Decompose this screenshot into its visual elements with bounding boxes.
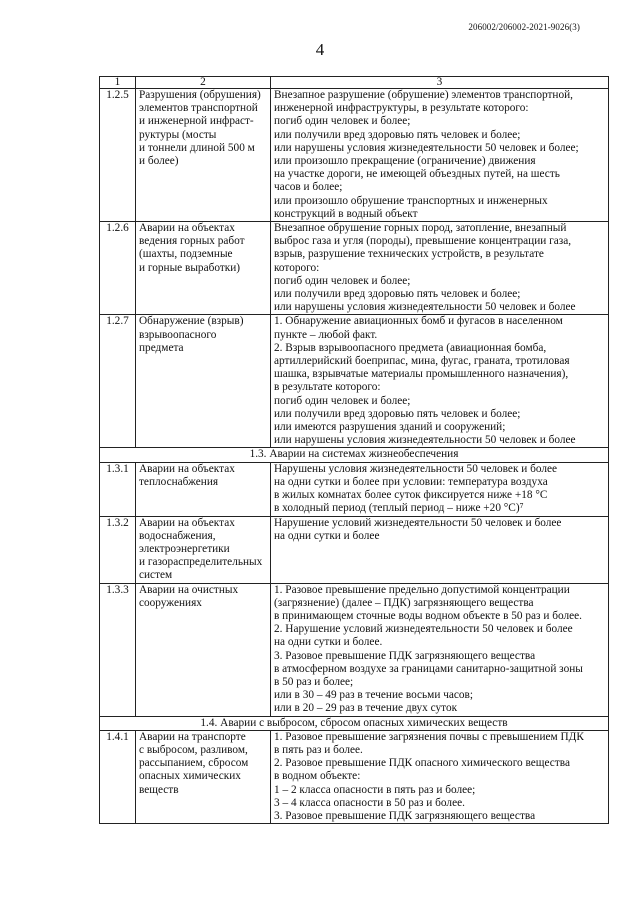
name-line: электроэнергетики <box>139 542 230 555</box>
name-line: веществ <box>139 783 179 796</box>
item-number: 1.4.1 <box>100 730 136 823</box>
text-line: 1. Обнаружение авиационных бомб и фугасов в населенном <box>274 315 563 328</box>
item-criteria <box>271 89 609 222</box>
table-row <box>100 462 609 516</box>
name-line: и горные выработки) <box>139 261 241 274</box>
text-line: или получили вред здоровью пять человек и более; <box>274 288 521 301</box>
table-header-row <box>100 77 609 89</box>
header-cell-3: 3 <box>271 77 609 89</box>
text-line: часов и более; <box>274 181 343 194</box>
text-line: на одни сутки и более <box>274 529 380 542</box>
text-line: или нарушены условия жизнедеятельности 50 человек и более <box>274 301 576 314</box>
name-line: и тоннели длиной 500 м <box>139 141 255 154</box>
item-number: 1.2.6 <box>100 222 136 315</box>
item-number: 1.3.2 <box>100 516 136 583</box>
text-line: или имеются разрушения зданий и сооружений; <box>274 421 506 434</box>
text-line: Нарушение условий жизнедеятельности 50 человек и более <box>274 516 562 529</box>
text-line: Внезапное разрушение (обрушение) элементов транспортной, <box>274 89 573 101</box>
section-title: 1.4. Аварии с выбросом, сбросом опасных химических веществ <box>100 716 609 730</box>
name-line: сооружениях <box>139 596 202 609</box>
item-name <box>136 583 271 716</box>
table-row <box>100 89 609 222</box>
table-row <box>100 222 609 315</box>
name-line: и более) <box>139 155 179 168</box>
table-row <box>100 315 609 448</box>
item-criteria <box>271 462 609 516</box>
name-line: Разрушения (обрушения) <box>139 89 261 101</box>
text-line: в водном объекте: <box>274 770 361 783</box>
text-line: 1 – 2 класса опасности в пять раз и более; <box>274 783 476 796</box>
name-line: Обнаружение (взрыв) <box>139 315 244 328</box>
text-line: в 50 раз и более; <box>274 675 354 688</box>
name-line: Аварии на транспорте <box>139 730 246 743</box>
text-line: на одни сутки и более при условии: температура воздуха <box>274 475 548 488</box>
text-line: выброс газа и угля (породы), превышение концентрации газа, <box>274 235 572 248</box>
regulation-table <box>99 76 609 824</box>
item-criteria <box>271 583 609 716</box>
name-line: руктуры (мосты <box>139 128 217 141</box>
text-line: 1. Разовое превышение предельно допустимой концентрации <box>274 583 570 596</box>
text-line: или нарушены условия жизнедеятельности 50 человек и более <box>274 434 576 447</box>
item-name <box>136 516 271 583</box>
name-line: взрывоопасного <box>139 328 217 341</box>
name-line: (шахты, подземные <box>139 248 233 261</box>
text-line: взрыв, разрушение технических устройств, в результате <box>274 248 544 261</box>
item-name <box>136 89 271 222</box>
text-line: 3. Разовое превышение ПДК загрязняющего вещества <box>274 809 536 822</box>
text-line: в жилых комнатах более суток фиксируется ниже +18 °С <box>274 489 548 502</box>
text-line: 2. Нарушение условий жизнедеятельности 50 человек и более <box>274 623 573 636</box>
item-name <box>136 462 271 516</box>
page-number: 4 <box>315 40 325 59</box>
name-line: ведения горных работ <box>139 235 245 248</box>
item-name <box>136 730 271 823</box>
text-line: артиллерийский боеприпас, мина, фугас, граната, тротиловая <box>274 355 570 368</box>
name-line: систем <box>139 569 173 582</box>
text-line: в принимающем сточные воды водном объекте в 50 раз и более. <box>274 609 582 622</box>
name-line: теплоснабжения <box>139 475 219 488</box>
text-line: погиб один человек и более; <box>274 274 411 287</box>
item-criteria <box>271 222 609 315</box>
name-line: Аварии на объектах <box>139 516 235 529</box>
name-line: с выбросом, разливом, <box>139 743 248 756</box>
item-criteria <box>271 730 609 823</box>
name-line: и газораспределительных <box>139 556 263 569</box>
text-line: шашка, взрывчатые материалы промышленного назначения), <box>274 368 569 381</box>
text-line: в пять раз и более. <box>274 743 363 756</box>
item-number: 1.3.1 <box>100 462 136 516</box>
text-line: 1. Разовое превышение загрязнения почвы с превышением ПДК <box>274 730 584 743</box>
text-line: конструкций в водный объект <box>274 207 418 220</box>
text-line: на одни сутки и более. <box>274 636 383 649</box>
name-line: Аварии на очистных <box>139 583 239 596</box>
name-line: водоснабжения, <box>139 529 216 542</box>
text-line: или получили вред здоровью пять человек и более; <box>274 128 521 141</box>
text-line: инженерной инфраструктуры, в результате которого: <box>274 102 529 115</box>
text-line: которого: <box>274 261 320 274</box>
name-line: рассыпанием, сбросом <box>139 757 249 770</box>
text-line: в атмосферном воздухе за границами санитарно-защитной зоны <box>274 662 583 675</box>
section-title: 1.3. Аварии на системах жизнеобеспечения <box>100 448 609 462</box>
item-number: 1.3.3 <box>100 583 136 716</box>
text-line: на участке дороги, не имеющей объездных путей, на шесть <box>274 168 560 181</box>
text-line: в результате которого: <box>274 381 381 394</box>
text-line: или произошло обрушение транспортных и инженерных <box>274 194 548 207</box>
text-line: 2. Взрыв взрывоопасного предмета (авиационная бомба, <box>274 341 547 354</box>
header-cell-2: 2 <box>136 77 271 89</box>
table-row <box>100 730 609 823</box>
text-line: Нарушены условия жизнедеятельности 50 человек и более <box>274 462 558 475</box>
text-line: 3 – 4 класса опасности в 50 раз и более. <box>274 796 465 809</box>
name-line: Аварии на объектах <box>139 222 235 235</box>
text-line: погиб один человек и более; <box>274 115 411 128</box>
section-header-row <box>100 716 609 730</box>
header-cell-1: 1 <box>100 77 136 89</box>
item-number: 1.2.7 <box>100 315 136 448</box>
name-line: опасных химических <box>139 770 241 783</box>
item-criteria <box>271 516 609 583</box>
text-line: или нарушены условия жизнедеятельности 50 человек и более; <box>274 141 579 154</box>
table-row <box>100 516 609 583</box>
text-line: Внезапное обрушение горных пород, затопление, внезапный <box>274 222 567 235</box>
item-name <box>136 315 271 448</box>
text-line: 3. Разовое превышение ПДК загрязняющего вещества <box>274 649 536 662</box>
text-line: погиб один человек и более; <box>274 394 411 407</box>
text-line: 2. Разовое превышение ПДК опасного химического вещества <box>274 757 570 770</box>
table-row <box>100 583 609 716</box>
item-criteria <box>271 315 609 448</box>
name-line: и инженерной инфраст- <box>139 115 254 128</box>
text-line: или в 30 – 49 раз в течение восьми часов; <box>274 689 474 702</box>
text-line: или в 20 – 29 раз в течение двух суток <box>274 702 458 715</box>
name-line: Аварии на объектах <box>139 462 235 475</box>
item-name <box>136 222 271 315</box>
section-header-row <box>100 448 609 462</box>
text-line: в холодный период (теплый период – ниже +20 °С)⁷ <box>274 502 524 515</box>
text-line: или получили вред здоровью пять человек и более; <box>274 407 521 420</box>
name-line: элементов транспортной <box>139 102 258 115</box>
text-line: или произошло прекращение (ограничение) движения <box>274 155 536 168</box>
text-line: (загрязнение) (далее – ПДК) загрязняющего вещества <box>274 596 534 609</box>
document-id: 206002/206002-2021-9026(3) <box>468 22 580 32</box>
text-line: пункте – любой факт. <box>274 328 378 341</box>
name-line: предмета <box>139 341 184 354</box>
item-number: 1.2.5 <box>100 89 136 222</box>
